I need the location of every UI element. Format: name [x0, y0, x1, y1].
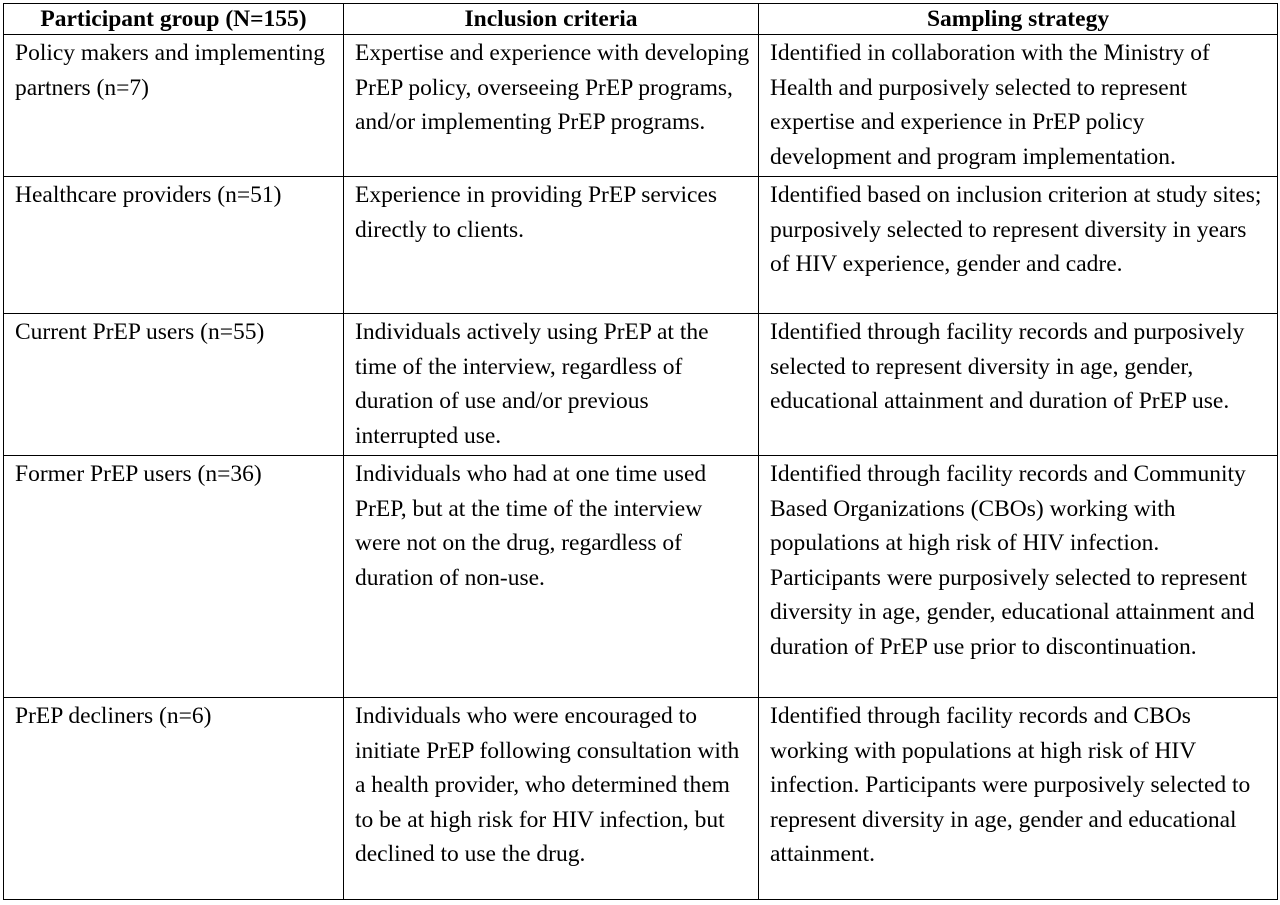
- inclusion-criteria-cell: Individuals actively using PrEP at the time of the interview, regardless of duration of use and/or previous interrupted use.: [344, 314, 759, 456]
- participant-table: [3, 3, 1278, 900]
- inclusion-criteria-cell: Individuals who had at one time used PrEP, but at the time of the interview were not on the drug, regardless of duration of non-use.: [344, 456, 759, 698]
- participant-group-cell: Policy makers and implementing partners (n=7): [4, 35, 344, 177]
- header-sampling-strategy: Sampling strategy: [759, 4, 1278, 35]
- table-row: [4, 177, 1278, 314]
- sampling-strategy-cell: Identified in collaboration with the Ministry of Health and purposively selected to represent expertise and experience in PrEP policy development and program implementation.: [759, 35, 1278, 177]
- participant-group-cell: Former PrEP users (n=36): [4, 456, 344, 698]
- participant-group-cell: Current PrEP users (n=55): [4, 314, 344, 456]
- participant-group-cell: PrEP decliners (n=6): [4, 698, 344, 900]
- sampling-strategy-cell: Identified through facility records and Community Based Organizations (CBOs) working with populations at high risk of HIV infection. Participants were purposively selected to represent diversity in age, gender, educational attainment and duration of PrEP use prior to discontinuation.: [759, 456, 1278, 698]
- inclusion-criteria-cell: Individuals who were encouraged to initiate PrEP following consultation with a health provider, who determined them to be at high risk for HIV infection, but declined to use the drug.: [344, 698, 759, 900]
- participant-group-cell: Healthcare providers (n=51): [4, 177, 344, 314]
- table-row: [4, 698, 1278, 900]
- table-row: [4, 314, 1278, 456]
- sampling-strategy-cell: Identified through facility records and purposively selected to represent diversity in age, gender, educational attainment and duration of PrEP use.: [759, 314, 1278, 456]
- table-row: [4, 456, 1278, 698]
- inclusion-criteria-cell: Experience in providing PrEP services directly to clients.: [344, 177, 759, 314]
- inclusion-criteria-cell: Expertise and experience with developing PrEP policy, overseeing PrEP programs, and/or implementing PrEP programs.: [344, 35, 759, 177]
- header-inclusion-criteria: Inclusion criteria: [344, 4, 759, 35]
- sampling-strategy-cell: Identified based on inclusion criterion at study sites; purposively selected to represent diversity in years of HIV experience, gender and cadre.: [759, 177, 1278, 314]
- table-row: [4, 35, 1278, 177]
- sampling-strategy-cell: Identified through facility records and CBOs working with populations at high risk of HIV infection. Participants were purposively selected to represent diversity in age, gender and educational attainment.: [759, 698, 1278, 900]
- header-row: [4, 4, 1278, 35]
- header-participant-group: Participant group (N=155): [4, 4, 344, 35]
